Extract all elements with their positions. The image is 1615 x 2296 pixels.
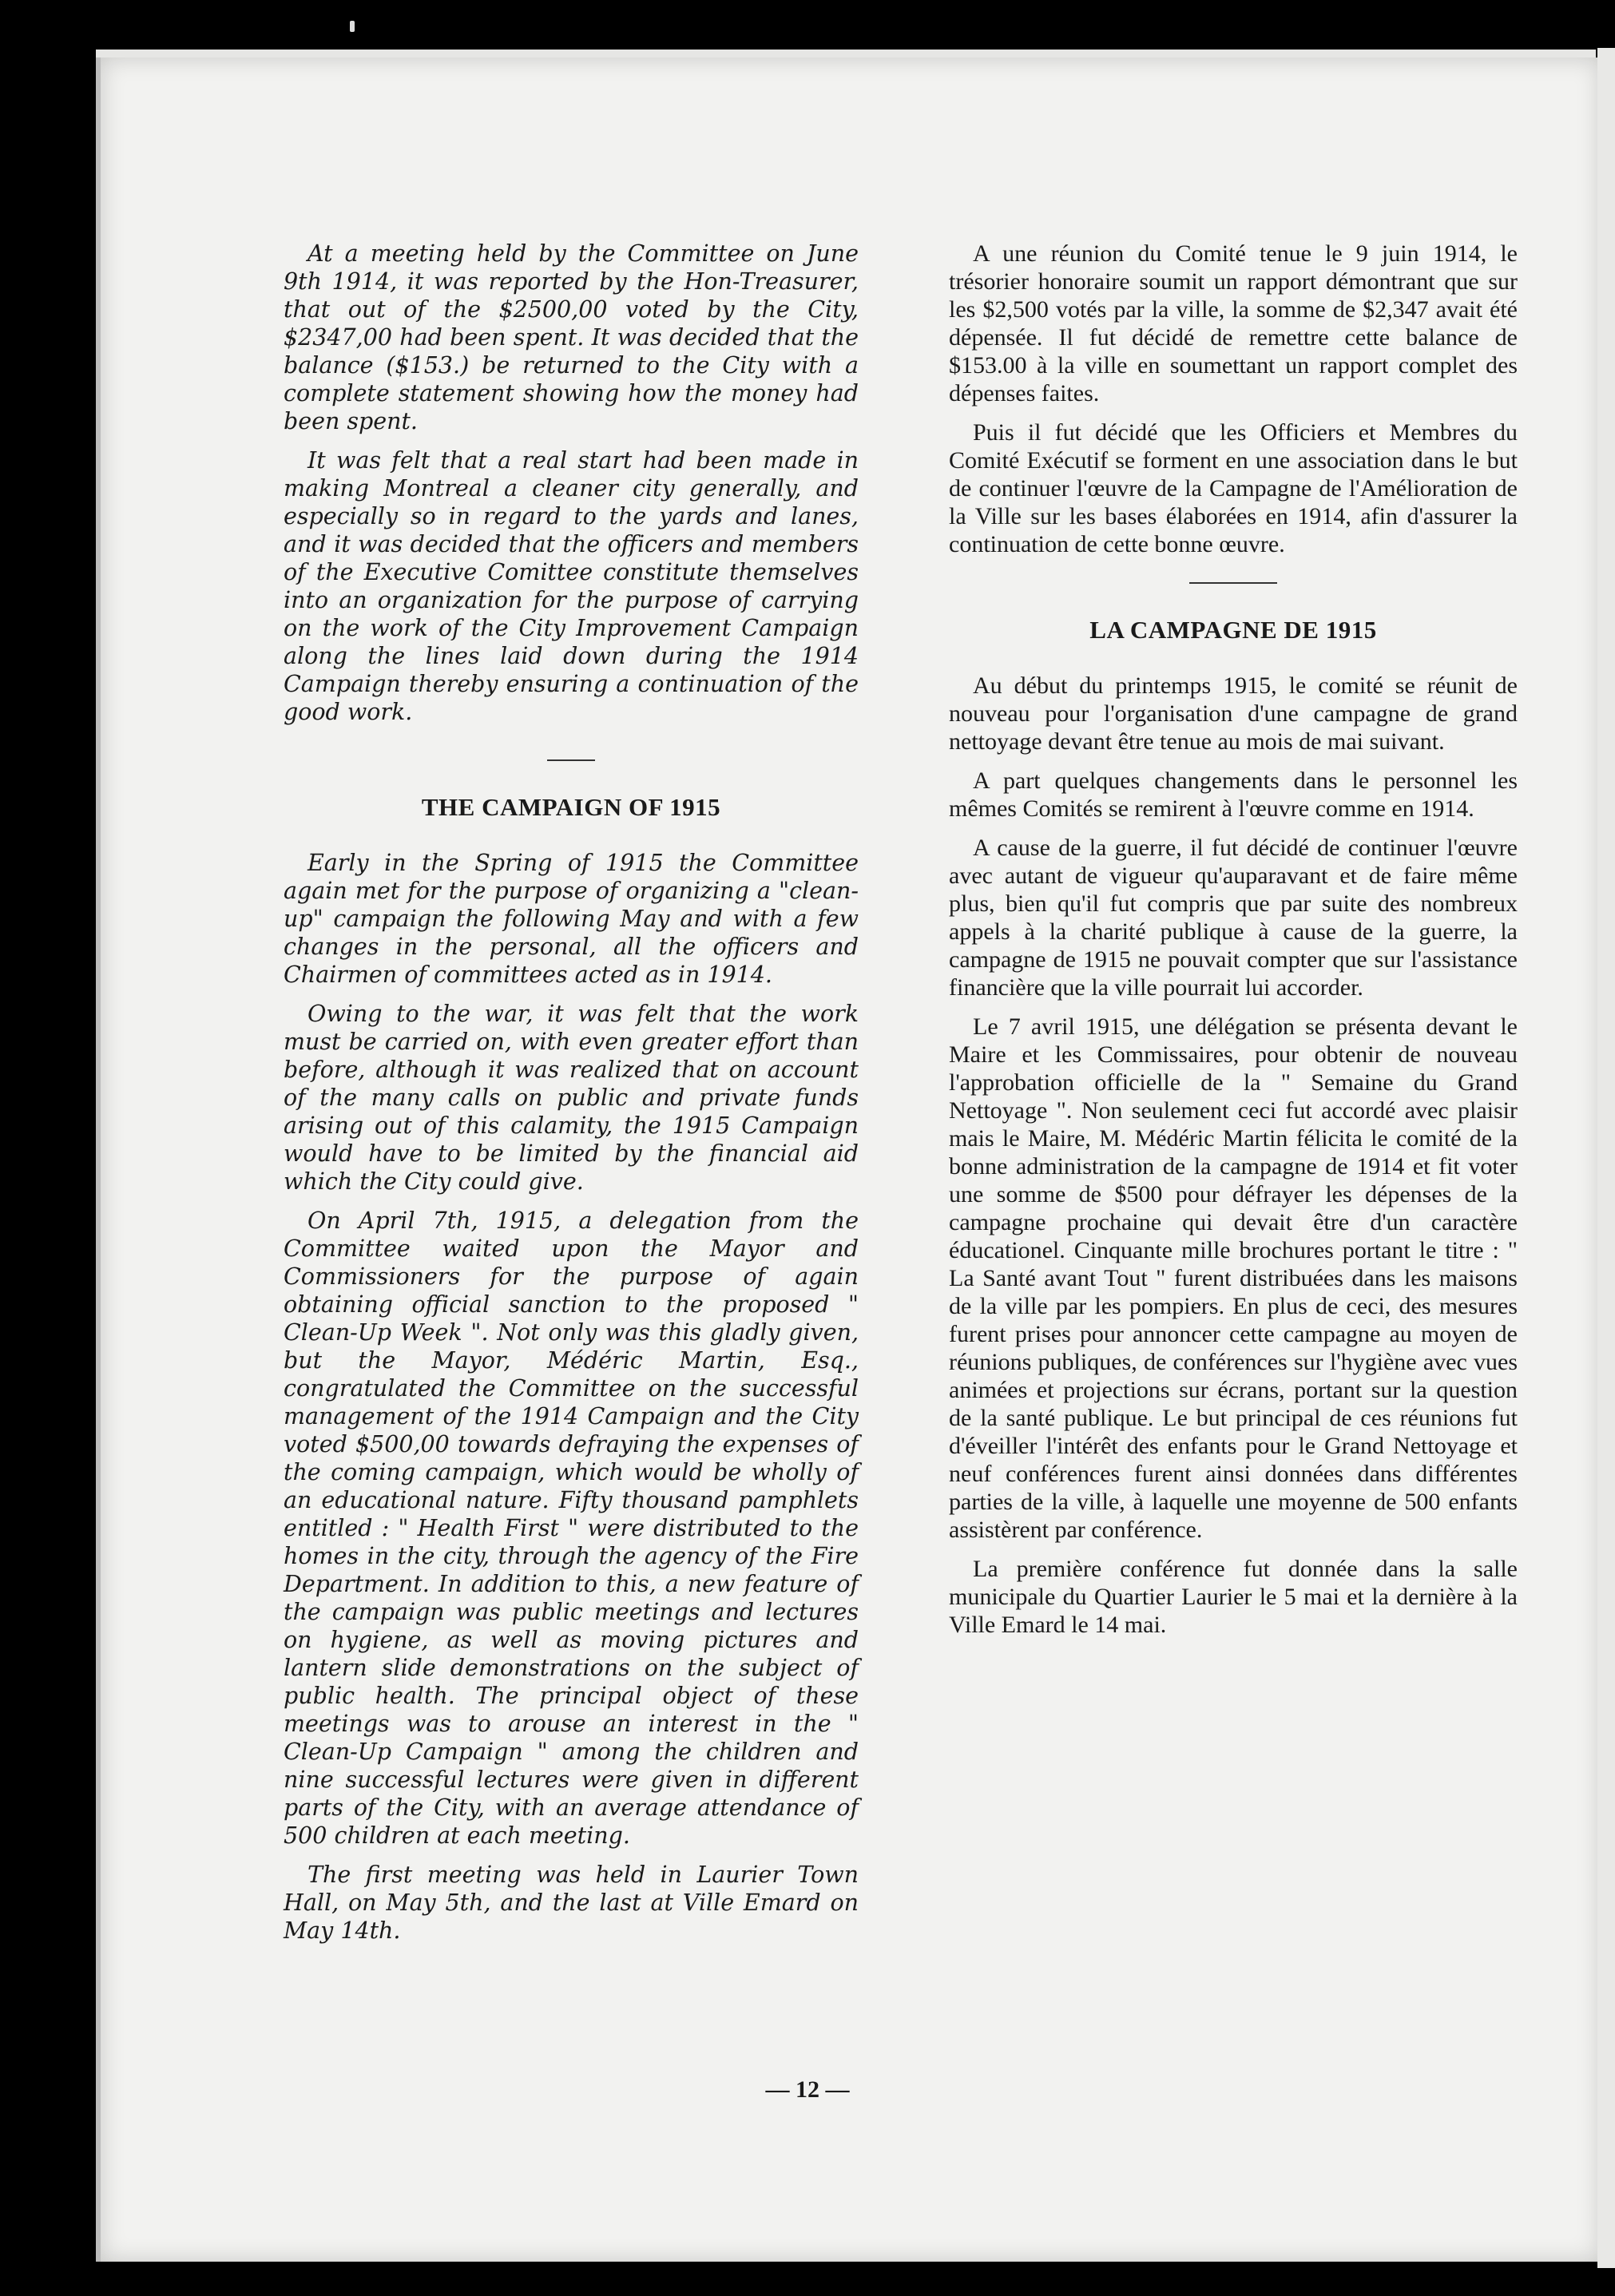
fr-paragraph-premiere-conference: La première conférence fut donnée dans la salle municipale du Quartier Laurier le 5 mai et la dernière à la Ville Emard le 14 mai. (949, 1556, 1518, 1638)
scan-speck (350, 21, 355, 32)
en-section-divider (547, 759, 595, 761)
fr-paragraph-personnel: A part quelques changements dans le personnel les mêmes Comités se remirent à l'œuvre comme en 1914. (949, 767, 1518, 822)
fr-paragraph-rapport-tresorier: A une réunion du Comité tenue le 9 juin 1914, le trésorier honoraire soumit un rapport démontrant que sur les $2,500 votés par la ville, la somme de $2,347 avait été dépensée. Il fut décidé de remettre cette balance de $153.00 à la ville en soumettant un rapport complet des dépenses faites. (949, 240, 1518, 406)
fr-paragraph-delegation: Le 7 avril 1915, une délégation se présenta devant le Maire et les Commissaires, pour obtenir de nouveau l'approbation officielle de la " Semaine du Grand Nettoyage ". Non seulement ceci fut accordé avec plaisir mais le Maire, M. Médéric Martin félicita le comité de la bonne administration de la campagne de 1914 et fit voter une somme de $500 pour défrayer les dépenses de la campagne prochaine qui devait être d'un caractère éducationel. Cinquante mille brochures portant le titre : " La Santé avant Tout " furent distribuées dans les maisons de la ville par les pompiers. En plus de ceci, des mesures furent prises pour annoncer cette campagne au moyen de réunions publiques, de conférences sur l'hygiène avec vues animées et projections sur écrans, portant sur la question de la santé publique. Le but principal de ces réunions fut d'éveiller l'intérêt des enfants pour le Grand Nettoyage et neuf conférences furent ainsi données dans différentes parties de la ville, à laquelle une moyenne de 500 enfants assistèrent par conférence. (949, 1013, 1518, 1543)
fr-paragraph-association: Puis il fut décidé que les Officiers et Membres du Comité Exécutif se forment en une association dans le but de continuer l'œuvre de la Campagne de l'Amélioration de la Ville sur les bases élaborées en 1914, afin d'assurer la continuation de cette bonne œuvre. (949, 419, 1518, 557)
adjacent-page-edge (1597, 48, 1615, 2268)
english-column (284, 240, 859, 1956)
en-paragraph-delegation: On April 7th, 1915, a delegation from the Committee waited upon the Mayor and Commissioners for the purpose of again obtaining official sanction to the proposed " Clean-Up Week ". Not only was this gladly given, but the Mayor, Médéric Martin, Esq., congratulated the Committee on the successful management of the 1914 Campaign and the City voted $500,00 towards defraying the expenses of the coming campaign, which would be wholly of an educational nature. Fifty thousand pamphlets entitled : " Health First " were distributed to the homes in the city, through the agency of the Fire Department. In addition to this, a new feature of the campaign was public meetings and lectures on hygiene, as well as moving pictures and lantern slide demonstrations on the subject of public health. The principal object of these meetings was to arouse an interest in the " Clean-Up Campaign " among the children and nine successful lectures were given in different parts of the City, with an average attendance of 500 children at each meeting. (284, 1207, 859, 1849)
en-paragraph-first-meeting: The first meeting was held in Laurier Town Hall, on May 5th, and the last at Ville Emard on May 14th. (284, 1862, 859, 1944)
en-paragraph-organization: It was felt that a real start had been made in making Montreal a cleaner city generally, and especially so in regard to the yards and lanes, and it was decided that the officers and members of the Executive Comittee constitute themselves into an organization for the purpose of carrying on the work of the City Improvement Campaign along the lines laid down during the 1914 Campaign thereby ensuring a continuation of the good work. (284, 447, 859, 725)
page-number: — 12 — (765, 2076, 850, 2103)
fr-section-heading: LA CAMPAGNE DE 1915 (1089, 616, 1377, 644)
french-column (949, 240, 1518, 1650)
fr-paragraph-guerre: A cause de la guerre, il fut décidé de continuer l'œuvre avec autant de vigueur qu'auparavant et de faire même plus, bien qu'il fut compris que par suite des nombreux appels à la charité publique à cause de la guerre, la campagne de 1915 ne pouvait compter que sur l'assistance financière que la ville pourrait lui accorder. (949, 835, 1518, 1001)
en-paragraph-war: Owing to the war, it was felt that the work must be carried on, with even greater effort than before, although it was realized that on account of the many calls on public and private funds arising out of this calamity, the 1915 Campaign would have to be limited by the financial aid which the City could give. (284, 1001, 859, 1195)
fr-section-divider (1189, 582, 1277, 584)
en-section-heading: THE CAMPAIGN OF 1915 (421, 793, 721, 821)
fr-paragraph-printemps-1915: Au début du printemps 1915, le comité se réunit de nouveau pour l'organisation d'une campagne de grand nettoyage devant être tenue au mois de mai suivant. (949, 672, 1518, 755)
en-paragraph-treasurer-report: At a meeting held by the Committee on June 9th 1914, it was reported by the Hon-Treasurer, that out of the $2500,00 voted by the City, $2347,00 had been spent. It was decided that the balance ($153.) be returned to the City with a complete statement showing how the money had been spent. (284, 240, 859, 434)
en-paragraph-spring-1915: Early in the Spring of 1915 the Committee again met for the purpose of organizing a "clean-up" campaign the following May and with a few changes in the personal, all the officers and Chairmen of committees acted as in 1914. (284, 850, 859, 988)
